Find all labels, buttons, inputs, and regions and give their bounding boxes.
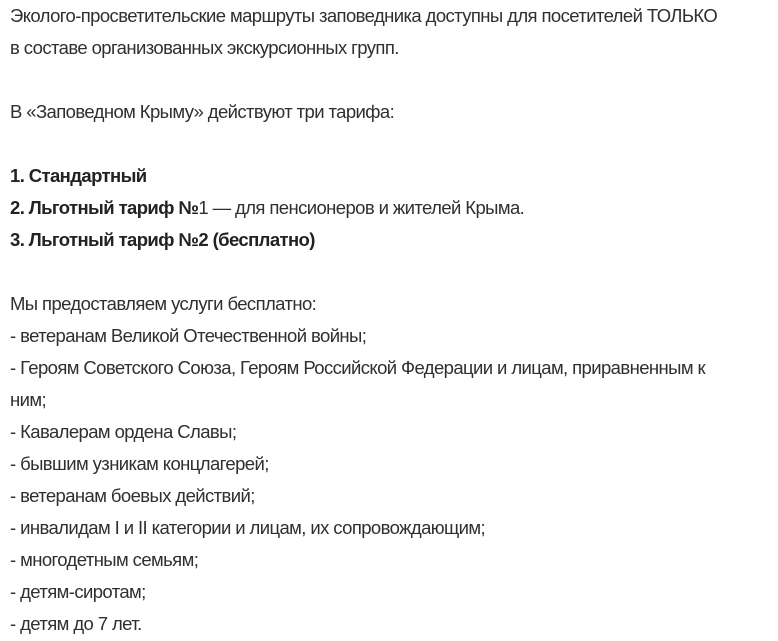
tariff-discount-1 [10, 192, 775, 224]
intro-line-2: в составе организованных экскурсионных групп. [10, 37, 399, 58]
list-item: - инвалидам I и II категории и лицам, их сопровождающим; [10, 517, 486, 538]
tariff-discount-1-description: 1 — для пенсионеров и жителей Крыма. [198, 197, 525, 218]
list-item: - ветеранам Великой Отечественной войны; [10, 325, 367, 346]
document-body [10, 0, 775, 640]
tariff-standard: 1. Стандартный [10, 165, 147, 186]
spacer [10, 256, 775, 288]
list-item: - бывшим узникам концлагерей; [10, 453, 269, 474]
list-item: - ветеранам боевых действий; [10, 485, 255, 506]
list-item: - многодетным семьям; [10, 549, 199, 570]
free-services-heading: Мы предоставляем услуги бесплатно: [10, 293, 317, 314]
spacer [10, 128, 775, 160]
tariff-discount-2: 3. Льготный тариф №2 (бесплатно) [10, 229, 315, 250]
intro-line-1: Эколого-просветительские маршруты заповедника доступны для посетителей ТОЛЬКО [10, 5, 718, 26]
tariff-discount-1-title: 2. Льготный тариф № [10, 197, 199, 218]
list-item: - Кавалерам ордена Славы; [10, 421, 237, 442]
list-item: ним; [10, 389, 47, 410]
list-item: - детям до 7 лет. [10, 613, 142, 634]
list-item: - Героям Советского Союза, Героям Российской Федерации и лицам, приравненным к [10, 357, 705, 378]
list-item: - детям-сиротам; [10, 581, 146, 602]
tariffs-intro: В «Заповедном Крыму» действуют три тарифа: [10, 101, 395, 122]
spacer [10, 64, 775, 96]
